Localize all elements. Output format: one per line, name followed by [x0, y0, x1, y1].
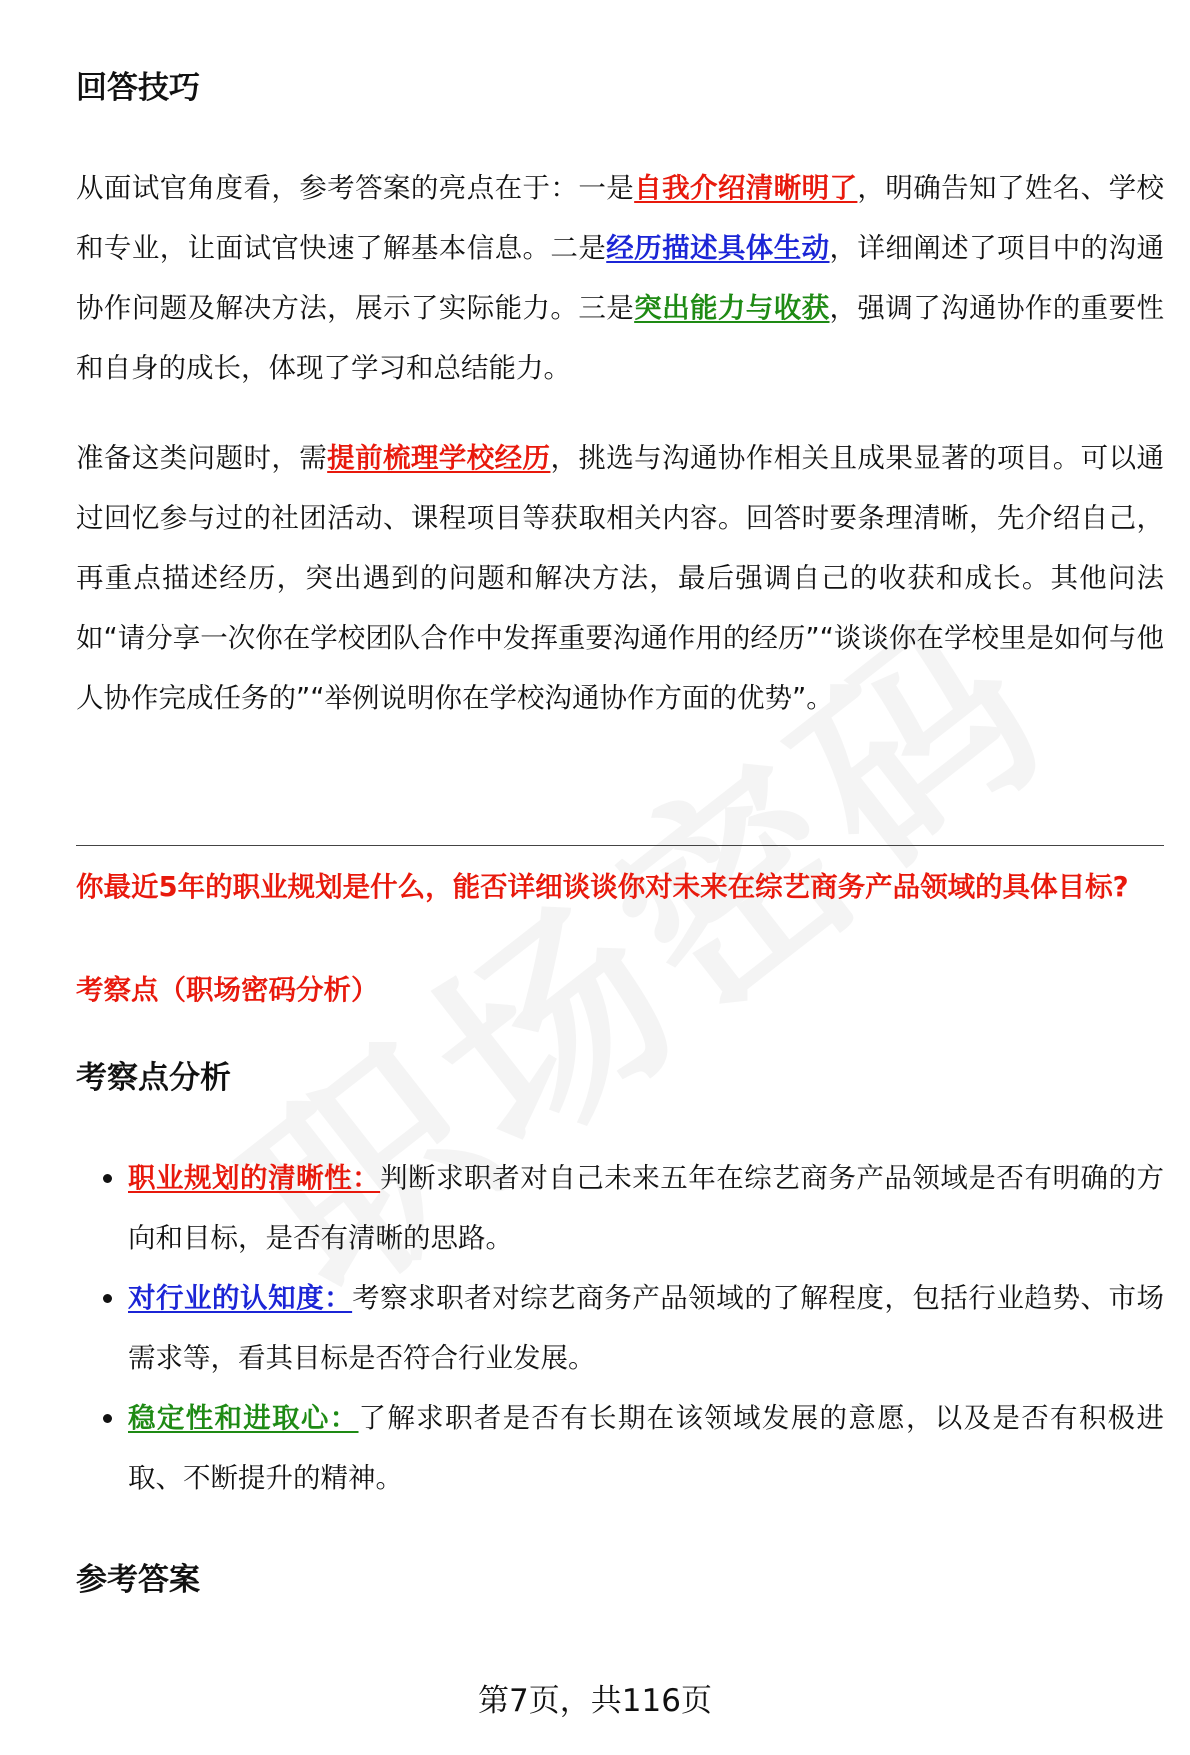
text-run: ，明确告知了姓名、学校和专业，让面试官快速了解基本信息。二是	[76, 172, 1165, 264]
analysis-item-text: 考察求职者对综艺商务产品领域的了解程度，包括行业趋势、市场需求等，看其目标是否符合行业发展。	[128, 1282, 1165, 1374]
analysis-item-text: 了解求职者是否有长期在该领域发展的意愿，以及是否有积极进取、不断提升的精神。	[128, 1402, 1164, 1494]
focus-label: 考察点（职场密码分析）	[76, 974, 379, 1006]
reference-heading: 参考答案	[76, 1562, 200, 1598]
bullet-icon	[103, 1174, 112, 1183]
analysis-item-key: 稳定性和进取心：	[128, 1402, 359, 1434]
analysis-list	[76, 1148, 1164, 1508]
text-run: ，详细阐述了项目中的沟通协作问题及解决方法，展示了实际能力。三是	[76, 232, 1165, 324]
tips-paragraph-2	[76, 428, 1164, 728]
highlight-experience: 经历描述具体生动	[606, 232, 830, 264]
text-run: ，挑选与沟通协作相关且成果显著的项目。可以通过回忆参与过的社团活动、课程项目等获取相关内容。回答时要条理清晰，先介绍自己，再重点描述经历，突出遇到的问题和解决方法，最后强调自己的收获和成长。其他问法如“请分享一次你在学校团队合作中发挥重要沟通作用的经历”“谈谈你在学校里是如何与他人协作完成任务的”“举例说明你在学校沟通协作方面的优势”。	[76, 442, 1165, 714]
highlight-prepare: 提前梳理学校经历	[327, 442, 551, 474]
tips-heading: 回答技巧	[76, 70, 200, 106]
highlight-ability: 突出能力与收获	[634, 292, 830, 324]
interview-question: 你最近5年的职业规划是什么，能否详细谈谈你对未来在综艺商务产品领域的具体目标?	[76, 871, 1129, 903]
bullet-icon	[103, 1414, 112, 1423]
analysis-item	[76, 1148, 1164, 1268]
analysis-heading: 考察点分析	[76, 1060, 231, 1096]
tips-paragraph-1	[76, 158, 1164, 398]
analysis-item-text: 判断求职者对自己未来五年在综艺商务产品领域是否有明确的方向和目标，是否有清晰的思路。	[128, 1162, 1164, 1254]
bullet-icon	[103, 1294, 112, 1303]
highlight-self-intro: 自我介绍清晰明了	[634, 172, 858, 204]
text-run: ，强调了沟通协作的重要性和自身的成长，体现了学习和总结能力。	[76, 292, 1165, 384]
section-divider	[76, 845, 1164, 846]
analysis-item	[76, 1388, 1164, 1508]
analysis-item	[76, 1268, 1164, 1388]
analysis-item-key: 职业规划的清晰性：	[128, 1162, 381, 1194]
analysis-item-key: 对行业的认知度：	[128, 1282, 353, 1314]
text-run: 准备这类问题时，需	[76, 442, 328, 474]
page-number: 第7页，共116页	[478, 1683, 712, 1719]
text-run: 从面试官角度看，参考答案的亮点在于：一是	[76, 172, 635, 204]
